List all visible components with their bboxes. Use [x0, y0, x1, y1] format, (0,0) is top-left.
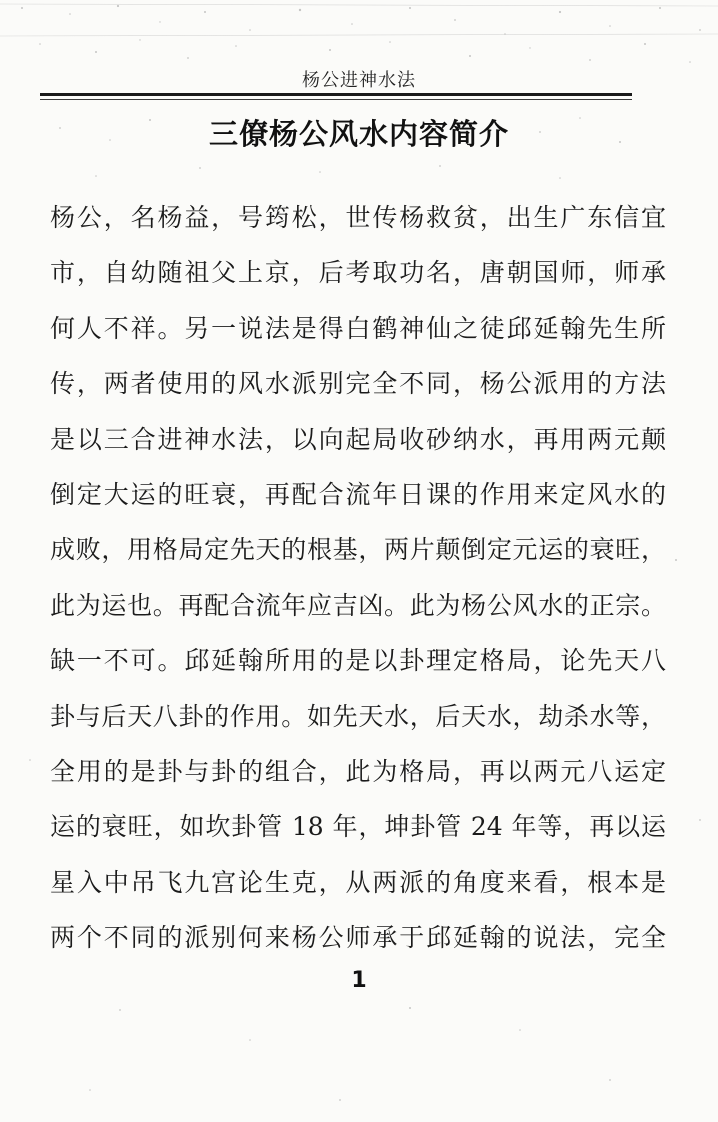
body-line: 杨公，名杨益，号筠松，世传杨救贫，出生广东信宜	[50, 203, 666, 232]
article-title: 三僚杨公风水内容简介	[208, 117, 509, 151]
body-line: 传，两者使用的风水派别完全不同，杨公派用的方法	[50, 369, 666, 399]
body-line: 运的衰旺，如坎卦管 18 年，坤卦管 24 年等，再以运	[50, 812, 666, 842]
body-line: 成败，用格局定先天的根基，两片颠倒定元运的衰旺，	[50, 535, 666, 565]
body-line: 卦与后天八卦的作用。如先天水，后天水，劫杀水等，	[50, 701, 666, 731]
body-line: 星入中吊飞九宫论生克，从两派的角度来看，根本是	[50, 867, 666, 897]
body-line: 倒定大运的旺衰，再配合流年日课的作用来定风水的	[50, 479, 666, 509]
body-line: 是以三合进神水法，以向起局收砂纳水，再用两元颠	[50, 424, 666, 454]
running-header: 杨公进神水法	[302, 70, 416, 91]
page-number: 1	[351, 968, 367, 993]
body-line: 两个不同的派别何来杨公师承于邱延翰的说法，完全	[50, 923, 666, 953]
article-body	[50, 190, 666, 965]
body-line: 市，自幼随祖父上京，后考取功名，唐朝国师，师承	[50, 258, 666, 288]
header-rule-thin	[40, 99, 632, 100]
header-rule-thick	[40, 93, 632, 96]
body-line: 缺一不可。邱延翰所用的是以卦理定格局，论先天八	[50, 646, 666, 676]
body-line: 全用的是卦与卦的组合，此为格局，再以两元八运定	[50, 756, 666, 786]
body-line: 此为运也。再配合流年应吉凶。此为杨公风水的正宗。	[50, 590, 666, 620]
body-line: 何人不祥。另一说法是得白鹤神仙之徒邱延翰先生所	[50, 313, 666, 343]
